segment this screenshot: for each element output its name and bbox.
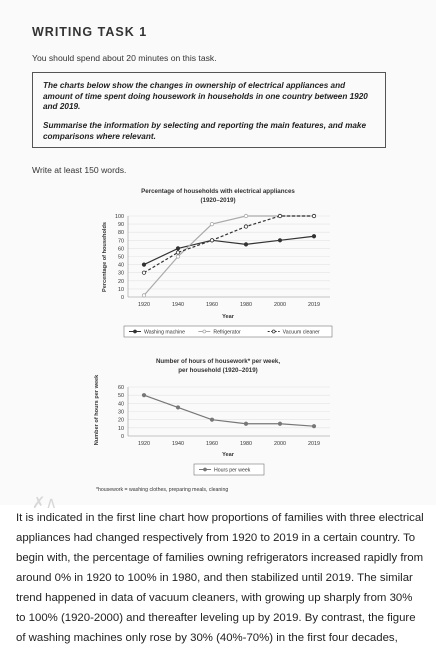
y-tick-label: 20 [118,417,124,424]
x-tick-label: 1980 [240,302,252,308]
data-point [244,214,247,217]
x-tick-label: 1920 [138,441,150,447]
y-tick-label: 40 [118,262,124,269]
watermark-glyph: ✗∧ [32,493,58,512]
y-tick-label: 20 [118,278,124,285]
data-point [176,247,179,250]
legend-swatch-marker [272,330,275,333]
data-point [176,255,179,258]
chart-subtitle: (1920–2019) [200,197,236,204]
time-instruction: You should spend about 20 minutes on this task. [32,53,217,63]
series-line [144,395,314,426]
legend-label: Vacuum cleaner [282,329,320,336]
y-tick-label: 100 [115,214,124,220]
y-tick-label: 90 [118,222,124,229]
data-point [210,222,213,225]
x-tick-label: 1960 [206,302,218,308]
footnote: *housework = washing clothes, preparing meals, cleaning [96,487,229,493]
data-point [142,271,145,274]
x-tick-label: 2019 [308,302,320,308]
series-line [144,216,314,273]
x-tick-label: 1980 [240,441,252,447]
x-axis-label: Year [222,314,234,320]
y-axis-label: Number of hours per week [94,374,100,446]
legend-swatch-marker [134,330,137,333]
data-point [176,406,179,409]
data-point [142,294,145,297]
data-point [278,214,281,217]
y-tick-label: 10 [118,425,124,432]
essay-text: It is indicated in the first line chart how proportions of families with three electrical appliances had changed respectively from 1920 to 2019 in a certain country. To begin with, the percentage of families owning refrigerators increased rapidly from around 0% in 1920 to 100% in 1980, and then stabilized until 2019. The similar trend happened in data of vacuum cleaners, with growing up sharply from 30% to 100% (1920-2000) and thereafter leveling up by 2019. By contrast, the figure of washing machines only rose by 30% (40%-70%) in the first four decades, [16,512,424,644]
x-tick-label: 1960 [206,441,218,447]
x-tick-label: 2000 [274,441,286,447]
x-axis-label: Year [222,452,234,458]
y-axis-label: Percentage of households [102,222,108,292]
task-description: The charts below show the changes in ownership of electrical appliances and amount of time spent doing housework in households in one country between 1920 and 2019. [43,81,368,112]
data-point [142,393,145,396]
word-count-instruction: Write at least 150 words. [32,165,127,175]
data-point [244,422,247,425]
data-point [312,235,315,238]
x-tick-label: 1940 [172,441,184,447]
data-point [278,239,281,242]
y-tick-label: 50 [118,393,124,400]
y-tick-label: 70 [118,238,124,245]
data-point [312,425,315,428]
x-tick-label: 1940 [172,302,184,308]
chart-title: Percentage of households with electrical appliances [141,188,295,195]
legend-label: Washing machine [144,329,186,336]
chart-title: Number of hours of housework* per week, [155,358,281,365]
x-tick-label: 1920 [138,302,150,308]
y-tick-label: 80 [118,230,124,237]
x-tick-label: 2019 [308,441,320,447]
y-tick-label: 50 [118,254,124,261]
series-line [144,216,314,295]
legend-swatch-marker [204,468,207,471]
x-tick-label: 2000 [274,302,286,308]
data-point [142,263,145,266]
legend-label: Hours per week [214,467,251,474]
data-point [244,243,247,246]
y-tick-label: 60 [118,385,124,391]
legend-swatch-marker [203,330,206,333]
data-point [278,422,281,425]
data-point [176,251,179,254]
y-tick-label: 40 [118,401,124,408]
y-tick-label: 0 [121,295,124,301]
legend-label: Refrigerator [213,329,241,336]
y-tick-label: 10 [118,286,124,293]
y-tick-label: 0 [121,434,124,440]
data-point [244,225,247,228]
data-point [312,214,315,217]
page-title: WRITING TASK 1 [32,25,148,39]
y-tick-label: 60 [118,246,124,253]
y-tick-label: 30 [118,409,124,416]
y-tick-label: 30 [118,270,124,277]
data-point [210,239,213,242]
data-point [210,418,213,421]
chart-subtitle: per household (1920–2019) [178,367,258,374]
task-summary-instruction: Summarise the information by selecting and reporting the main features, and make comparisons where relevant. [43,120,367,141]
